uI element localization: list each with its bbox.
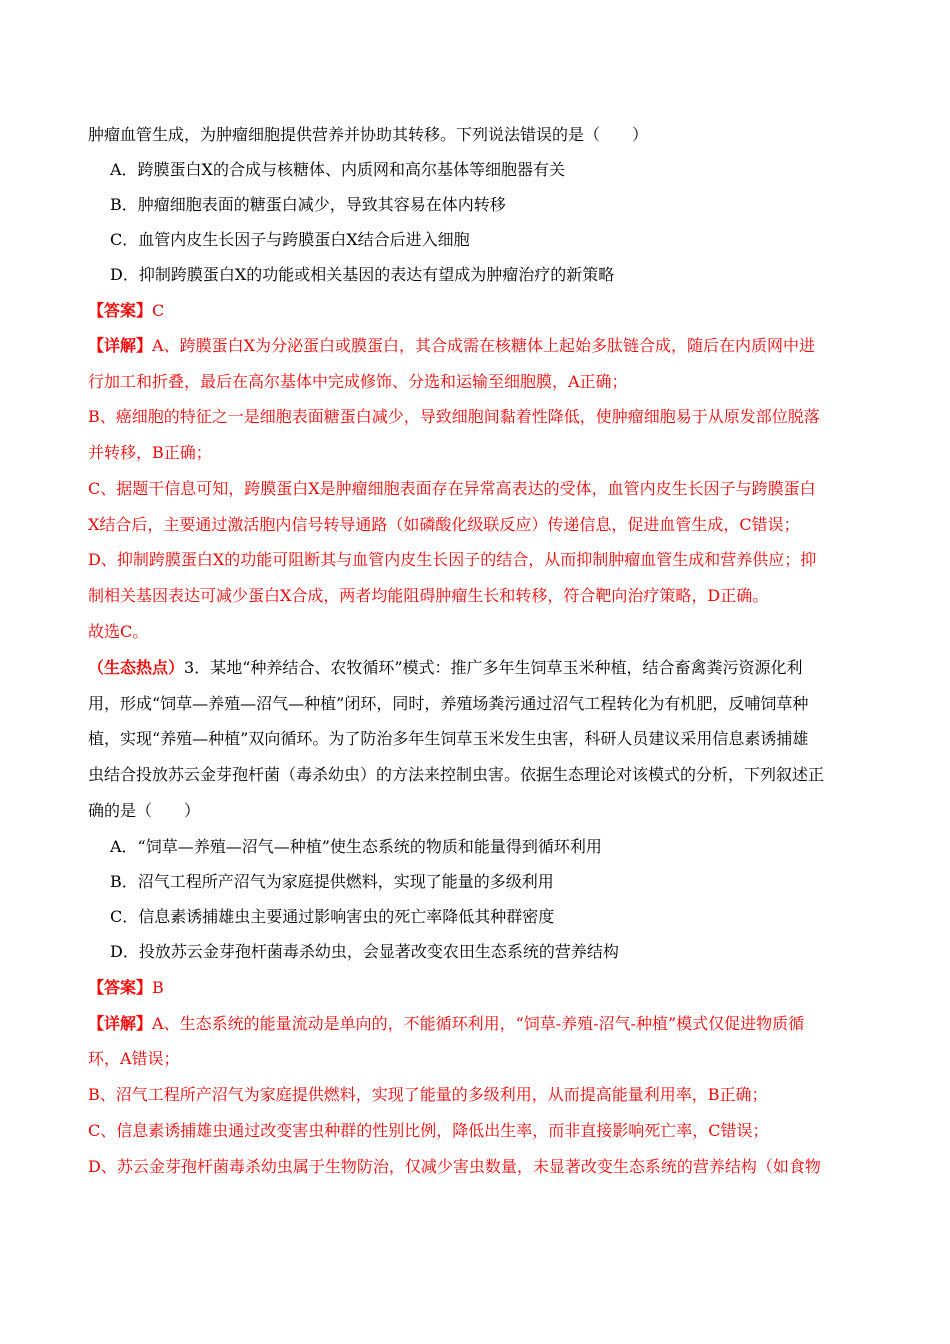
- q3-explain-line: C、信息素诱捕雄虫通过改变害虫种群的性别比例，降低出生率，而非直接影响死亡率，C错误；: [88, 1121, 769, 1140]
- q2-answer-label: 【答案】: [88, 301, 153, 320]
- q2-explain-line: C、据题干信息可知，跨膜蛋白X是肿瘤细胞表面存在异常高表达的受体，血管内皮生长因子与跨膜蛋白: [88, 479, 816, 498]
- q3-explain-line: 环，A错误；: [88, 1049, 180, 1068]
- q3-option-a: A．“饲草—养殖—沼气—种植”使生态系统的物质和能量得到循环利用: [110, 837, 602, 856]
- q2-option-d: D．抑制跨膜蛋白X的功能或相关基因的表达有望成为肿瘤治疗的新策略: [110, 265, 615, 284]
- q2-answer: [88, 300, 164, 322]
- q3-option-c: C．信息素诱捕雄虫主要通过影响害虫的死亡率降低其种群密度: [110, 907, 555, 926]
- q3-explain-line: B、沼气工程所产沼气为家庭提供燃料，实现了能量的多级利用，从而提高能量利用率，B正确；: [88, 1085, 768, 1104]
- q2-explain-line: 制相关基因表达可减少蛋白X合成，两者均能阻碍肿瘤生长和转移，符合靶向治疗策略，D正确。: [88, 586, 769, 605]
- q2-explain-line: D、抑制跨膜蛋白X的功能可阻断其与血管内皮生长因子的结合，从而抑制肿瘤血管生成和营养供应；抑: [88, 550, 817, 569]
- q2-explain-label: 【详解】: [88, 336, 153, 355]
- q2-explain-line: B、癌细胞的特征之一是细胞表面糖蛋白减少，导致细胞间黏着性降低，使肿瘤细胞易于从原发部位脱落: [88, 407, 820, 426]
- q3-stem-text: 3．某地“种养结合、农牧循环”模式：推广多年生饲草玉米种植，结合畜禽粪污资源化利: [184, 658, 803, 677]
- q3-stem-line: 虫结合投放苏云金芽孢杆菌（毒杀幼虫）的方法来控制虫害。依据生态理论对该模式的分析，下列叙述正: [88, 765, 825, 784]
- q3-stem-line: 植，实现“养殖—种植”双向循环。为了防治多年生饲草玉米发生虫害，科研人员建议采用信息素诱捕雄: [88, 729, 809, 748]
- q3-explain-line: [88, 1013, 804, 1035]
- q3-stem-line: [88, 657, 803, 679]
- q2-option-b: B．肿瘤细胞表面的糖蛋白减少，导致其容易在体内转移: [110, 195, 506, 214]
- q2-explain-line: 并转移，B正确；: [88, 443, 212, 462]
- q2-option-a: A．跨膜蛋白X的合成与核糖体、内质网和高尔基体等细胞器有关: [110, 160, 565, 179]
- q3-stem-line: 用，形成“饲草—养殖—沼气—种植”闭环，同时，养殖场粪污通过沼气工程转化为有机肥，反哺饲草种: [88, 694, 809, 713]
- q3-option-b: B．沼气工程所产沼气为家庭提供燃料，实现了能量的多级利用: [110, 872, 554, 891]
- q2-explain-line: [88, 335, 815, 357]
- q2-answer-value: C: [152, 301, 165, 320]
- q3-explain-text: A、生态系统的能量流动是单向的，不能循环利用，“饲草-养殖-沼气-种植”模式仅促进物质循: [152, 1014, 805, 1033]
- q3-tag: （生态热点）: [88, 658, 185, 677]
- q3-answer-label: 【答案】: [88, 978, 153, 997]
- q3-explain-label: 【详解】: [88, 1014, 153, 1033]
- q2-explain-line: 故选C。: [88, 622, 149, 641]
- q3-explain-line: D、苏云金芽孢杆菌毒杀幼虫属于生物防治，仅减少害虫数量，未显著改变生态系统的营养结构（如食物: [88, 1157, 821, 1176]
- q3-answer-value: B: [152, 978, 164, 997]
- q3-stem-line: 确的是（ ）: [88, 801, 201, 820]
- q2-explain-line: 行加工和折叠，最后在高尔基体中完成修饰、分选和运输至细胞膜，A正确；: [88, 372, 628, 391]
- q2-explain-line: X结合后，主要通过激活胞内信号转导通路（如磷酸化级联反应）传递信息，促进血管生成，C错误；: [88, 515, 800, 534]
- q2-explain-text: A、跨膜蛋白X为分泌蛋白或膜蛋白，其合成需在核糖体上起始多肽链合成，随后在内质网中进: [152, 336, 815, 355]
- q3-option-d: D．投放苏云金芽孢杆菌毒杀幼虫，会显著改变农田生态系统的营养结构: [110, 942, 619, 961]
- q2-option-c: C．血管内皮生长因子与跨膜蛋白X结合后进入细胞: [110, 230, 470, 249]
- q3-answer: [88, 977, 164, 999]
- q2-stem-tail: 肿瘤血管生成，为肿瘤细胞提供营养并协助其转移。下列说法错误的是（ ）: [88, 125, 649, 144]
